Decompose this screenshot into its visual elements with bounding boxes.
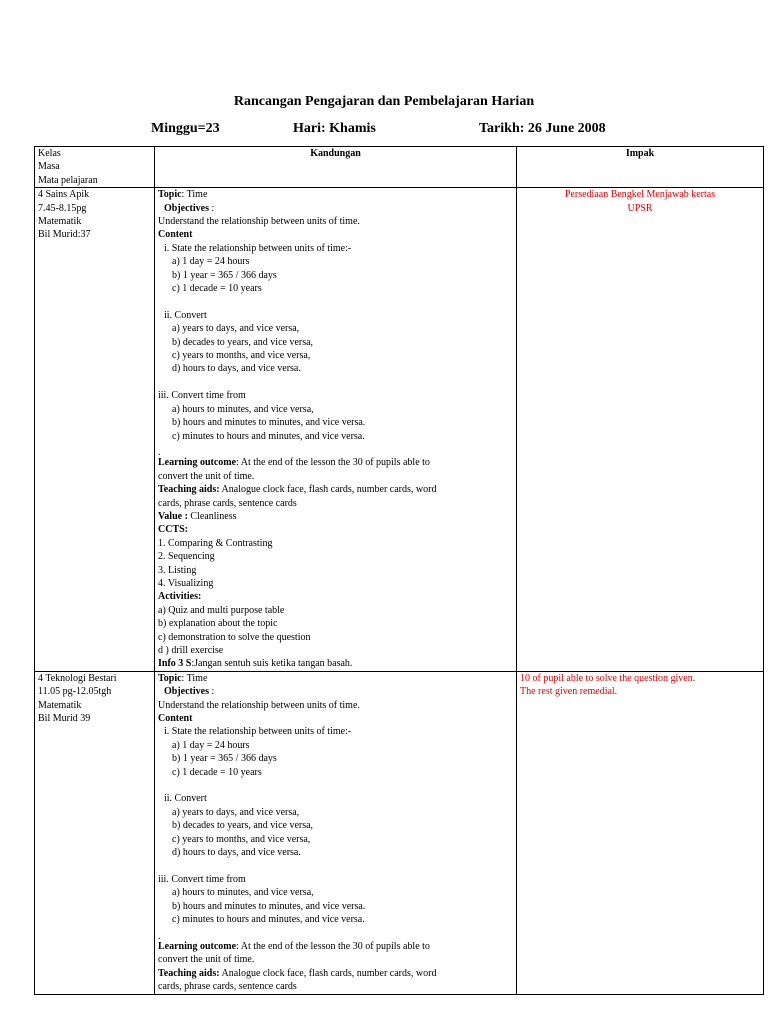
dot-line: . (158, 447, 161, 459)
list-item: d) hours to days, and vice versa. (172, 363, 301, 375)
content-label: Content (158, 229, 193, 241)
objectives-colon: : (209, 686, 215, 698)
class-line: 4 Teknologi Bestari (38, 672, 117, 684)
topic-line (158, 188, 513, 201)
topic-label: Topic (158, 672, 182, 684)
section-iii-title: iii. Convert time from (158, 873, 246, 885)
content-cell (155, 188, 517, 672)
list-item: b) explanation about the topic (158, 618, 278, 630)
list-item: b) decades to years, and vice versa, (172, 336, 314, 348)
teaching-aids-cont: cards, phrase cards, sentence cards (158, 981, 297, 993)
teaching-aids-text: Analogue clock face, flash cards, number cards, word (219, 484, 437, 496)
section-ii-list (158, 806, 513, 860)
ccts-list (158, 537, 513, 591)
content-label: Content (158, 713, 193, 725)
list-item: c) years to months, and vice versa, (172, 350, 311, 362)
table-row (35, 671, 764, 994)
list-item: a) hours to minutes, and vice versa, (172, 887, 314, 899)
value-label: Value : (158, 510, 188, 522)
list-item: d ) drill exercise (158, 644, 224, 656)
teaching-aids-cont: cards, phrase cards, sentence cards (158, 497, 297, 509)
section-i-title: i. State the relationship between units of time:- (164, 242, 352, 254)
teaching-aids-text: Analogue clock face, flash cards, number cards, word (219, 967, 437, 979)
list-item: 1. Comparing & Contrasting (158, 537, 273, 549)
class-line: Bil Murid 39 (38, 713, 91, 725)
day-label: Hari: Khamis (293, 121, 376, 136)
page-title: Rancangan Pengajaran dan Pembelajaran Harian (233, 94, 535, 109)
section-ii-title: ii. Convert (164, 309, 207, 321)
impact-line: Persediaan Bengkel Menjawab kertas (564, 189, 716, 201)
teaching-aids-line (158, 967, 513, 980)
list-item: a) Quiz and multi purpose table (158, 604, 285, 616)
impact-cell (517, 188, 764, 672)
week-label: Minggu=23 (151, 121, 220, 136)
list-item: 3. Listing (158, 564, 197, 576)
teaching-aids-label: Teaching aids: (158, 484, 220, 496)
learning-outcome-text: : At the end of the lesson the 30 of pupils able to (236, 457, 430, 469)
value-line (158, 510, 513, 523)
class-line: Matematik (38, 216, 82, 228)
header-impact-cell: Impak (517, 147, 764, 188)
table-row (35, 188, 764, 672)
list-item: 2. Sequencing (158, 551, 215, 563)
impact-line: The rest given remedial. (520, 686, 618, 698)
learning-outcome-label: Learning outcome (158, 457, 237, 469)
teaching-aids-line (158, 483, 513, 496)
impact-line: 10 of pupil able to solve the question given. (520, 672, 696, 684)
class-cell (35, 671, 155, 994)
class-cell (35, 188, 155, 672)
class-line: 7.45-8.15pg (38, 202, 87, 214)
objectives-line (158, 685, 513, 698)
impact-cell (517, 671, 764, 994)
header-class-line: Mata pelajaran (38, 174, 98, 186)
learning-outcome-line (158, 940, 513, 953)
list-item: a) 1 day = 24 hours (172, 256, 250, 268)
learning-outcome-line (158, 456, 513, 469)
section-ii-list (158, 322, 513, 376)
objectives-line (158, 202, 513, 215)
section-iii-list (158, 403, 513, 443)
list-item: b) decades to years, and vice versa, (172, 820, 314, 832)
list-item: c) years to months, and vice versa, (172, 833, 311, 845)
list-item: c) 1 decade = 10 years (172, 766, 262, 778)
list-item: a) years to days, and vice versa, (172, 806, 300, 818)
dot-line: . (158, 930, 161, 942)
section-i-title: i. State the relationship between units of time:- (164, 726, 352, 738)
class-line: 4 Sains Apik (38, 189, 90, 201)
topic-label: Topic (158, 189, 182, 201)
activities-list (158, 604, 513, 658)
section-i-list (158, 255, 513, 295)
class-line: Bil Murid:37 (38, 229, 91, 241)
objectives-label: Objectives (164, 686, 209, 698)
header-class-line: Masa (38, 161, 60, 173)
header-class-cell (35, 147, 155, 188)
topic-value: : Time (181, 189, 208, 201)
teaching-aids-label: Teaching aids: (158, 967, 220, 979)
learning-outcome-cont: convert the unit of time. (158, 954, 255, 966)
list-item: a) years to days, and vice versa, (172, 323, 300, 335)
value-text: Cleanliness (187, 510, 237, 522)
class-line: Matematik (38, 699, 82, 711)
info-text: :Jangan sentuh suis ketika tangan basah. (191, 658, 353, 670)
objective-text: Understand the relationship between units of time. (158, 216, 360, 228)
content-cell (155, 671, 517, 994)
topic-line (158, 672, 513, 685)
objective-text: Understand the relationship between units of time. (158, 699, 360, 711)
info-label: Info 3 S (158, 658, 192, 670)
header-row (35, 147, 764, 188)
header-class-line: Kelas (38, 148, 61, 159)
learning-outcome-text: : At the end of the lesson the 30 of pupils able to (236, 940, 430, 952)
activities-label: Activities: (158, 591, 202, 603)
list-item: a) 1 day = 24 hours (172, 739, 250, 751)
learning-outcome-label: Learning outcome (158, 940, 237, 952)
list-item: a) hours to minutes, and vice versa, (172, 403, 314, 415)
list-item: c) demonstration to solve the question (158, 631, 311, 643)
ccts-label: CCTS: (158, 524, 189, 536)
list-item: b) hours and minutes to minutes, and vice versa. (172, 900, 366, 912)
list-item: 4. Visualizing (158, 577, 214, 589)
class-line: 11.05 pg-12.05tgh (38, 686, 112, 698)
list-item: c) minutes to hours and minutes, and vice versa. (172, 430, 365, 442)
section-i-list (158, 739, 513, 779)
impact-line: UPSR (627, 202, 653, 214)
section-iii-list (158, 886, 513, 926)
list-item: c) 1 decade = 10 years (172, 283, 262, 295)
info-line (158, 657, 513, 670)
list-item: b) hours and minutes to minutes, and vice versa. (172, 417, 366, 429)
list-item: b) 1 year = 365 / 366 days (172, 753, 277, 765)
learning-outcome-cont: convert the unit of time. (158, 470, 255, 482)
date-label: Tarikh: 26 June 2008 (479, 121, 606, 136)
topic-value: : Time (181, 672, 208, 684)
lesson-plan-table (34, 146, 764, 995)
list-item: b) 1 year = 365 / 366 days (172, 269, 277, 281)
objectives-colon: : (209, 202, 215, 214)
section-ii-title: ii. Convert (164, 793, 207, 805)
section-iii-title: iii. Convert time from (158, 390, 246, 402)
list-item: c) minutes to hours and minutes, and vice versa. (172, 914, 365, 926)
list-item: d) hours to days, and vice versa. (172, 847, 301, 859)
meta-line (0, 121, 768, 137)
objectives-label: Objectives (164, 202, 209, 214)
header-content-cell: Kandungan (155, 147, 517, 188)
